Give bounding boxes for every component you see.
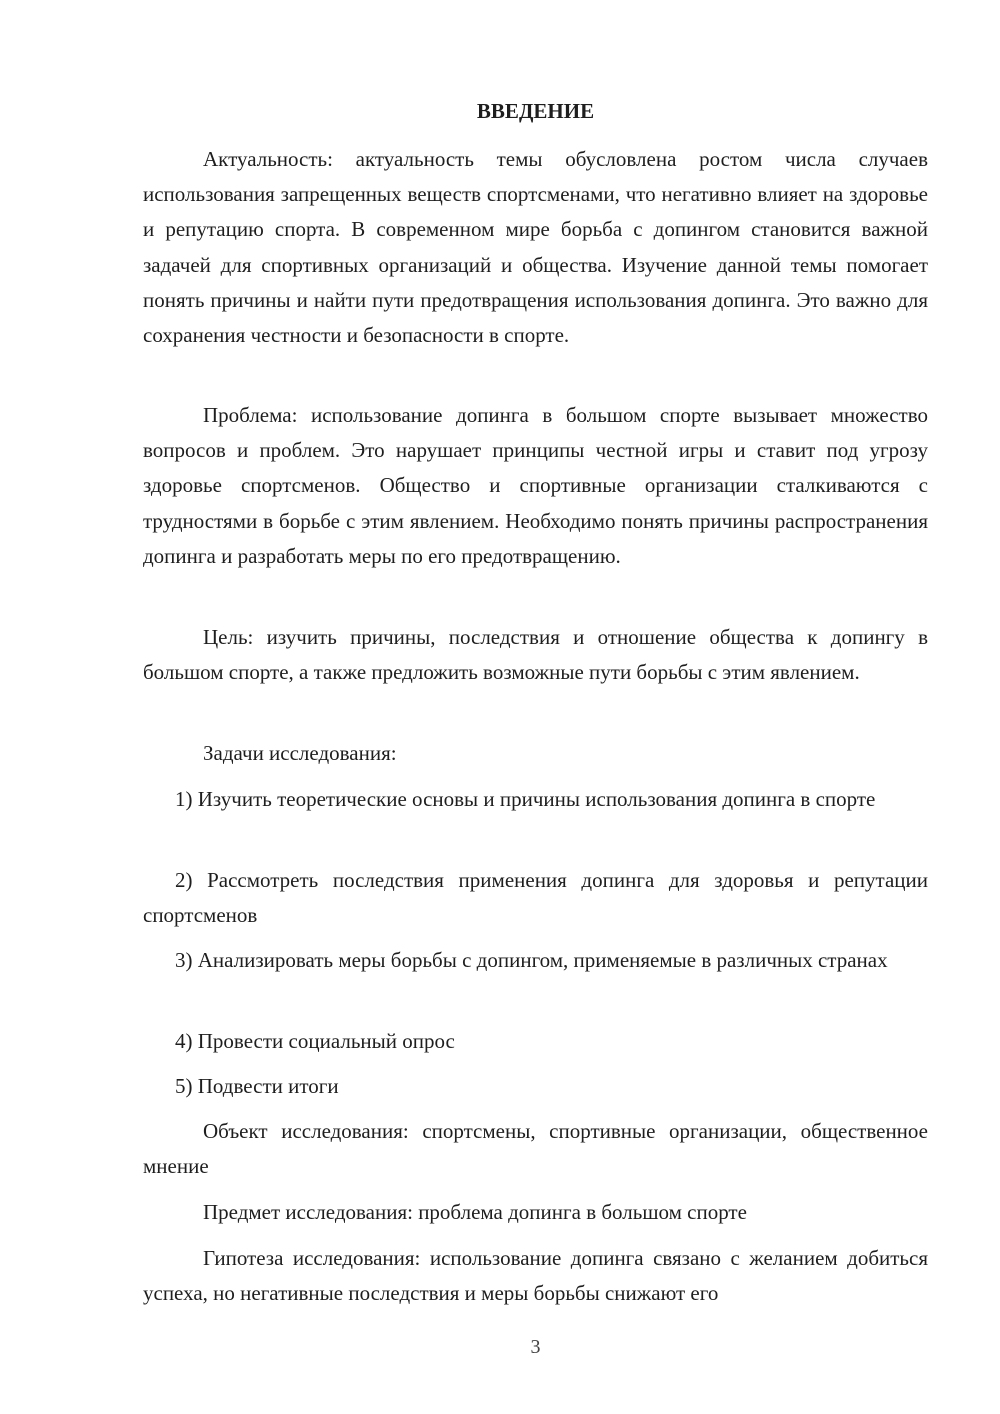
page-title: ВВЕДЕНИЕ (476, 99, 595, 123)
task-item-5: 5) Подвести итоги (175, 1074, 339, 1098)
paragraph-hypothesis: Гипотеза исследования: использование допинга связано с желанием добиться успеха, но негативные последствия и меры борьбы снижают его (143, 1246, 928, 1306)
paragraph-problem: Проблема: использование допинга в большом спорте вызывает множество вопросов и проблем. Это нарушает принципы честной игры и ставит под угрозу здоровье спортсменов. Общество и спортивные организации сталкиваются с трудностями в борьбе с этим явлением. Необходимо понять причины распространения допинга и разработать меры по его предотвращению. (143, 403, 928, 568)
paragraph-tasks-heading: Задачи исследования: (203, 741, 397, 765)
page-number: 3 (530, 1336, 541, 1358)
task-item-1: 1) Изучить теоретические основы и причины использования допинга в спорте (175, 787, 876, 811)
paragraph-relevance: Актуальность: актуальность темы обусловлена ростом числа случаев использования запрещенных веществ спортсменами, что негативно влияет на здоровье и репутацию спорта. В современном мире борьба с допингом становится важной задачей для спортивных организаций и общества. Изучение данной темы помогает понять причины и найти пути предотвращения использования допинга. Это важно для сохранения честности и безопасности в спорте. (143, 147, 928, 348)
task-item-3: 3) Анализировать меры борьбы с допингом, применяемые в различных странах (175, 948, 888, 972)
paragraph-object: Объект исследования: спортсмены, спортивные организации, общественное мнение (143, 1119, 928, 1179)
document-page (143, 0, 928, 1414)
paragraph-subject: Предмет исследования: проблема допинга в большом спорте (203, 1200, 747, 1224)
task-item-4: 4) Провести социальный опрос (175, 1029, 455, 1053)
task-item-2: 2) Рассмотреть последствия применения допинга для здоровья и репутации спортсменов (143, 868, 928, 928)
paragraph-goal: Цель: изучить причины, последствия и отношение общества к допингу в большом спорте, а также предложить возможные пути борьбы с этим явлением. (143, 625, 928, 685)
